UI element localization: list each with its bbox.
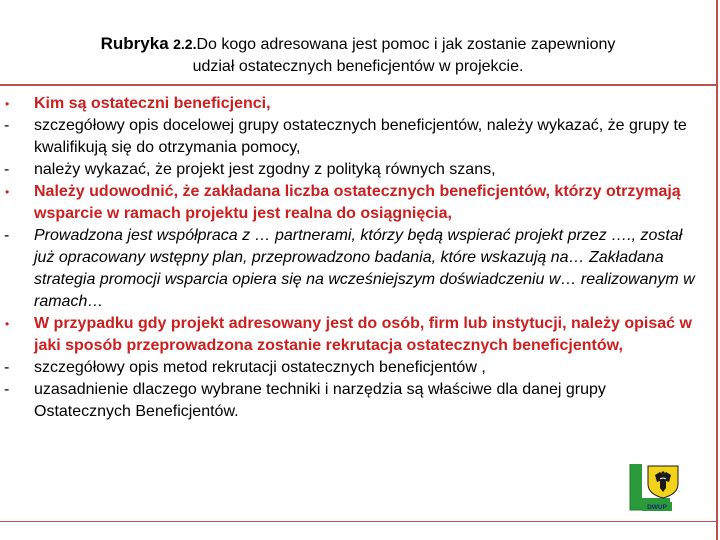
list-item	[0, 181, 706, 225]
list-item	[0, 379, 706, 423]
title-number: 2.2.	[173, 36, 197, 52]
list-item-text: szczegółowy opis docelowej grupy ostatecznych beneficjentów, należy wykazać, że grupy te kwalifikują się do otrzymania pomocy,	[34, 117, 687, 156]
dash-marker: -	[4, 227, 10, 244]
title-label: Rubryka	[100, 34, 169, 53]
logo-caption: DWUP	[647, 504, 667, 511]
list-item	[0, 225, 706, 313]
dash-marker: -	[4, 381, 10, 398]
slide-title	[0, 33, 716, 78]
eagle-coat-of-arms-icon	[648, 466, 678, 498]
list-item-text: szczegółowy opis metod rekrutacji ostatecznych beneficjentów ,	[34, 359, 486, 376]
list-item	[0, 159, 706, 181]
list-item-text: należy wykazać, że projekt jest zgodny z polityką równych szans,	[34, 161, 496, 178]
list-item	[0, 93, 706, 115]
title-line1: Do kogo adresowana jest pomoc i jak zostanie zapewniony	[196, 36, 616, 53]
dash-marker: -	[4, 359, 10, 376]
bullet-marker: •	[5, 97, 10, 111]
dash-marker: -	[4, 117, 10, 134]
frame-bottom-border	[0, 521, 718, 522]
list-item	[0, 313, 706, 357]
list-item-text: uzasadnienie dlaczego wybrane techniki i narzędzia są właściwe dla danej grupy Ostatecznych Beneficjentów.	[34, 381, 606, 420]
list-item	[0, 115, 706, 159]
content-list	[0, 93, 706, 423]
list-item-text: Prowadzona jest współpraca z … partnerami, którzy będą wspierać projekt przez …., został już opracowany wstępny plan, przeprowadzono badania, które wskazują na… Zakładana strategia promocji wsparcia opiera się na wcześniejszym doświadczeniu w… realizowanym w ramach…	[34, 227, 695, 310]
list-item-text: Kim są ostateczni beneficjenci,	[34, 95, 271, 112]
list-item-text: Należy udowodnić, że zakładana liczba ostatecznych beneficjentów, którzy otrzymają wsparcie w ramach projektu jest realna do osiągnięcia,	[34, 183, 681, 222]
list-item-text: W przypadku gdy projekt adresowany jest do osób, firm lub instytucji, należy opisać w jaki sposób przeprowadzona zostanie rekrutacja ostatecznych beneficjentów,	[34, 315, 692, 354]
title-divider	[0, 84, 718, 86]
bullet-marker: •	[5, 185, 10, 199]
dash-marker: -	[4, 161, 10, 178]
title-line2: udział ostatecznych beneficjentów w projekcie.	[192, 58, 524, 75]
dwup-logo	[624, 462, 698, 514]
frame-right-border	[716, 0, 718, 540]
list-item	[0, 357, 706, 379]
bullet-marker: •	[5, 317, 10, 331]
